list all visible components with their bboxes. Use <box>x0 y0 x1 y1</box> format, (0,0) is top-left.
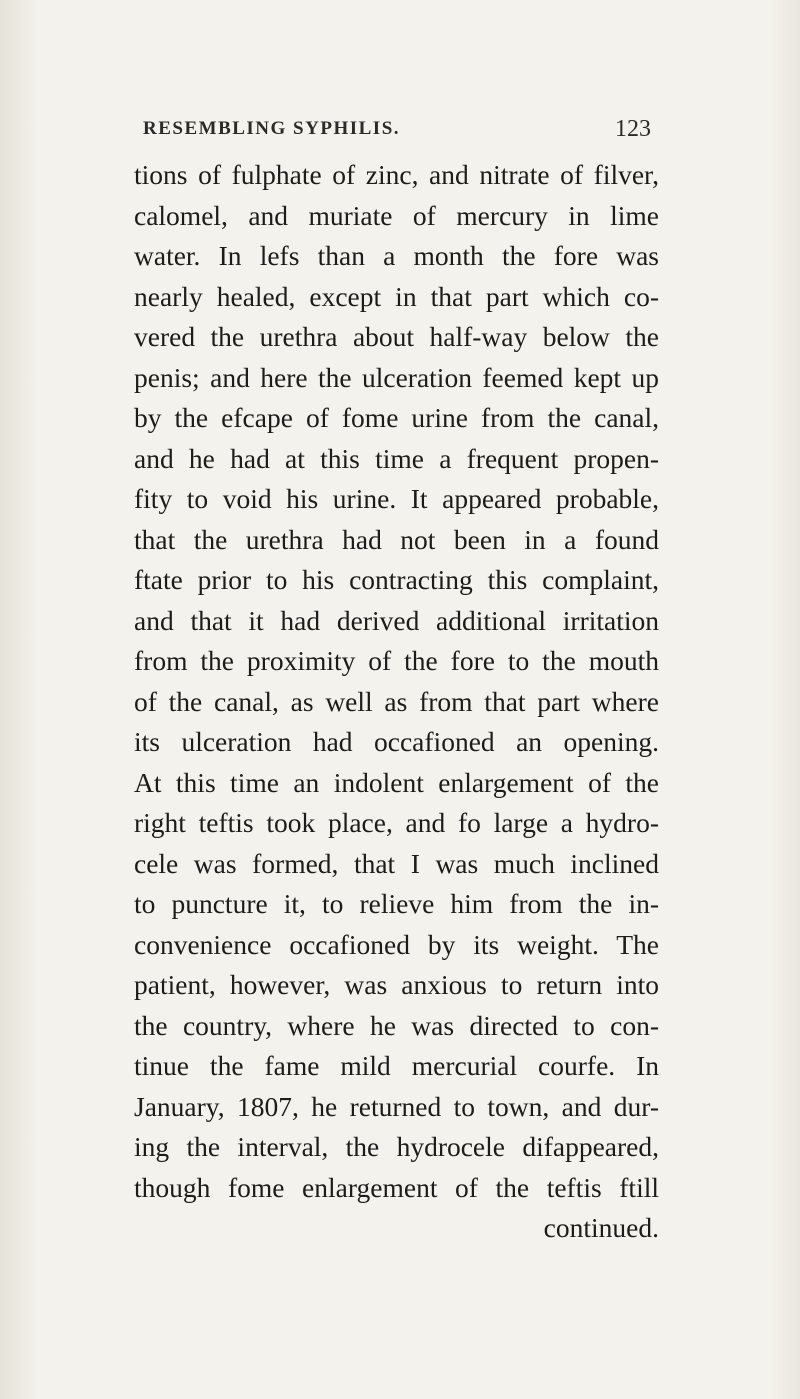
text-line: tinue the fame mild mercurial courfe. In <box>134 1050 659 1081</box>
text-line: to puncture it, to relieve him from the in- <box>134 888 659 919</box>
text-line: nearly healed, except in that part which co- <box>134 280 659 312</box>
text-line: ftate prior to his contracting this complaint, <box>134 564 659 595</box>
text-line: though fome enlargement of the teftis ftill <box>134 1171 659 1203</box>
text-line: the country, where he was directed to con- <box>134 1009 659 1041</box>
text-line: that the urethra had not been in a found <box>134 523 659 555</box>
text-line: cele was formed, that I was much inclined <box>134 847 659 879</box>
text-line: At this time an indolent enlargement of the <box>134 766 659 798</box>
text-line: from the proximity of the fore to the mouth <box>134 645 659 676</box>
text-line: tions of fulphate of zinc, and nitrate of filver, <box>134 159 659 190</box>
running-head: RESEMBLING SYPHILIS. <box>143 118 401 139</box>
text-line: right teftis took place, and fo large a hydro- <box>134 807 659 838</box>
text-line: ing the interval, the hydrocele difappeared, <box>134 1131 659 1162</box>
text-line: patient, however, was anxious to return into <box>134 969 659 1000</box>
text-line: calomel, and muriate of mercury in lime <box>134 199 659 231</box>
text-line: fity to void his urine. It appeared probable, <box>134 483 659 514</box>
text-line: January, 1807, he returned to town, and dur- <box>134 1090 659 1122</box>
text-line: water. In lefs than a month the fore was <box>134 240 659 271</box>
page-header <box>143 118 651 148</box>
text-line: and that it had derived additional irritation <box>134 604 659 636</box>
text-line: continued. <box>543 1212 659 1243</box>
body-text <box>134 155 659 1249</box>
text-line: and he had at this time a frequent propen- <box>134 442 659 474</box>
text-line: of the canal, as well as from that part where <box>134 685 659 717</box>
text-line: its ulceration had occafioned an opening. <box>134 726 659 757</box>
text-line: penis; and here the ulceration feemed kept up <box>134 361 659 393</box>
text-line: by the efcape of fome urine from the canal, <box>134 402 659 433</box>
text-line: convenience occafioned by its weight. The <box>134 928 659 960</box>
page-number: 123 <box>615 116 651 142</box>
text-line: vered the urethra about half-way below the <box>134 321 659 352</box>
